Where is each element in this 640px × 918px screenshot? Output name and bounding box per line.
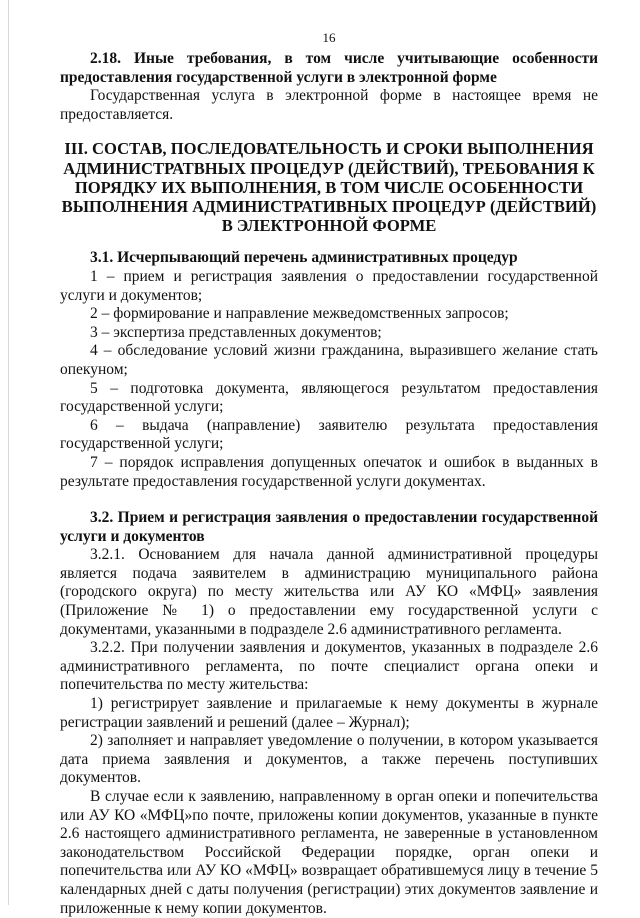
procedure-item-5: 5 – подготовка документа, являющегося результатом предоставления государственной услуги; bbox=[60, 379, 598, 416]
procedure-item-3: 3 – экспертиза представленных документов; bbox=[90, 323, 382, 341]
action-2-text: 2) заполняет и направляет уведомление о получении, в котором указывается дата приема заявления и документов, а также перечень поступивших документов. bbox=[60, 732, 598, 787]
section-2-18-text: Государственная услуга в электронной форме в настоящее время не предоставляется. bbox=[60, 87, 598, 123]
copies-return-text: В случае если к заявлению, направленному в орган опеки и попечительства или АУ КО «МФЦ»по почте, приложены копии документов, указанные в пункте 2.6 настоящего административного регламента, не заверенные в установленном законодательством Российской Федерации порядке, орган опеки и попечительства или АУ КО «МФЦ» возвращает обратившемуся лицу в течение 5 календарных дней с даты получения (регистрации) этих документов заявление и приложенные к нему копии документов. bbox=[60, 788, 598, 917]
chapter-3-title: III. СОСТАВ, ПОСЛЕДОВАТЕЛЬНОСТЬ И СРОКИ ВЫПОЛНЕНИЯ АДМИНИСТРАТВНЫХ ПРОЦЕДУР (ДЕЙСТВИЙ), ТРЕБОВАНИЯ К ПОРЯДКУ ИХ ВЫПОЛНЕНИЯ, В ТОМ ЧИСЛЕ ОСОБЕННОСТИ ВЫПОЛНЕНИЯ АДМИНИСТРАТИВНЫХ ПРОЦЕДУР (ДЕЙСТВИЙ) В ЭЛЕКТРОННОЙ ФОРМЕ bbox=[61, 139, 597, 236]
section-2-18-heading: 2.18. Иные требования, в том числе учитывающие особенности предоставления государственной услуги в электронной форме bbox=[60, 50, 598, 86]
procedure-item-7: 7 – порядок исправления допущенных опечаток и ошибок в выданных в результате предоставления государственной услуги документах. bbox=[60, 453, 598, 490]
page-number: 16 bbox=[322, 30, 336, 45]
procedure-item-6: 6 – выдача (направление) заявителю результата предоставления государственной услуги; bbox=[60, 416, 598, 453]
procedure-item-4: 4 – обследование условий жизни гражданина, выразившего желание стать опекуном; bbox=[60, 342, 598, 378]
action-1-text: 1) регистрирует заявление и прилагаемые к нему документы в журнале регистрации заявлений и решений (далее – Журнал); bbox=[60, 695, 598, 731]
section-3-1-heading: 3.1. Исчерпывающий перечень административных процедур bbox=[90, 249, 518, 267]
section-3-2-2-text: 3.2.2. При получении заявления и документов, указанных в подразделе 2.6 административного регламента, по почте специалист органа опеки и попечительства по месту жительства: bbox=[60, 639, 598, 694]
section-3-2-heading: 3.2. Прием и регистрация заявления о предоставлении государственной услуги и документов bbox=[60, 509, 598, 545]
procedure-item-2: 2 – формирование и направление межведомственных запросов; bbox=[90, 305, 509, 323]
procedure-item-1: 1 – прием и регистрация заявления о предоставлении государственной услуги и документов; bbox=[60, 267, 598, 304]
section-3-2-1-text: 3.2.1. Основанием для начала данной административной процедуры является подача заявителем в администрацию муниципального района (городского округа) по месту жительства или АУ КО «МФЦ» заявления (Приложение № 1) о предоставлении ему государственной услуги с документами, указанными в подразделе 2.6 административного регламента. bbox=[60, 546, 598, 638]
